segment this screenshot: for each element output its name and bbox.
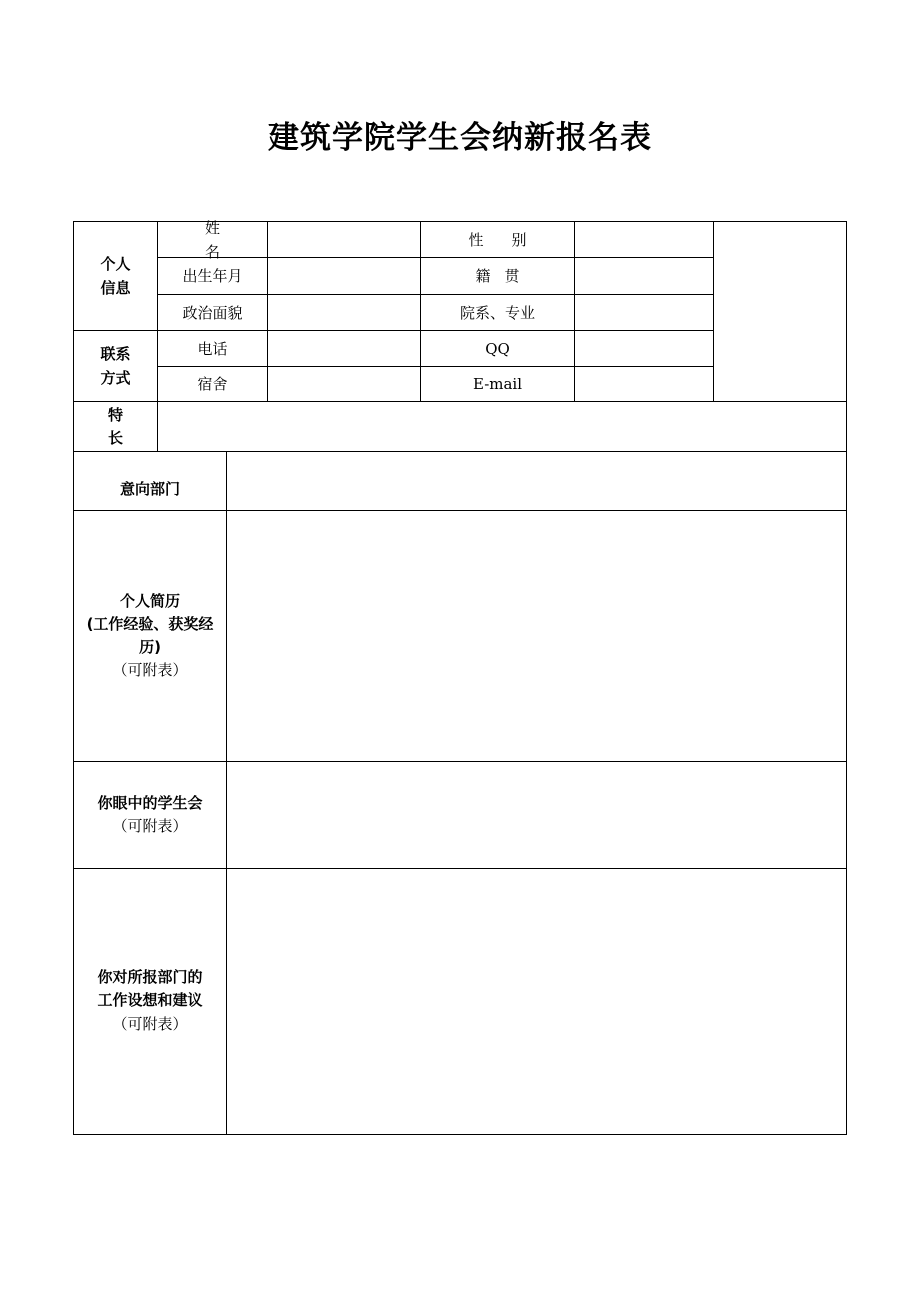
view-label [74,762,226,868]
email-field[interactable] [575,367,713,401]
specialty-line2: 长 [107,428,123,447]
gender-label: 性别 [468,230,555,249]
gender-field[interactable] [575,222,713,257]
dept-major-label: 院系、专业 [459,303,535,322]
birth-label: 出生年月 [182,267,243,285]
ideas-label [74,869,226,1133]
personal-info-header [74,222,157,330]
form-title: 建筑学院学生会纳新报名表 [268,120,652,156]
name-label: 姓名 [204,218,248,261]
resume-line3: 历) [139,638,161,656]
personal-info-line2: 信息 [100,279,131,297]
resume-note: （可附表） [112,661,188,680]
resume-line2: (工作经验、获奖经 [86,614,214,633]
qq-field[interactable] [575,331,713,366]
political-field[interactable] [268,295,420,330]
phone-field[interactable] [268,331,420,366]
contact-line1: 联系 [100,345,131,363]
dorm-field[interactable] [268,367,420,401]
specialty-field[interactable] [158,402,845,451]
contact-header [74,331,157,401]
contact-line2: 方式 [100,369,131,387]
personal-info-line1: 个人 [100,255,131,273]
specialty-label [74,402,157,451]
ideas-note: （可附表） [112,1014,188,1033]
origin-field[interactable] [575,258,713,294]
intended-dept-label: 意向部门 [119,480,180,498]
ideas-field[interactable] [227,869,845,1133]
view-field[interactable] [227,762,845,868]
phone-label: 电话 [197,339,228,358]
intended-dept-field[interactable] [227,452,845,510]
name-field[interactable] [268,222,420,257]
resume-label [74,511,226,761]
photo-box[interactable] [714,222,845,401]
origin-label: 籍贯 [475,267,534,285]
resume-line1: 个人简历 [119,591,180,610]
political-label: 政治面貌 [182,303,243,322]
ideas-line2: 工作设想和建议 [97,991,203,1010]
resume-field[interactable] [227,511,845,761]
ideas-line1: 你对所报部门的 [97,968,203,987]
qq-label: QQ [485,339,510,358]
birth-field[interactable] [268,258,420,294]
email-label: E-mail [472,375,523,393]
view-line1: 你眼中的学生会 [97,793,203,812]
specialty-line1: 特 [107,406,123,424]
dorm-label: 宿舍 [197,375,228,393]
view-note: （可附表） [112,817,188,835]
dept-major-field[interactable] [575,295,713,330]
